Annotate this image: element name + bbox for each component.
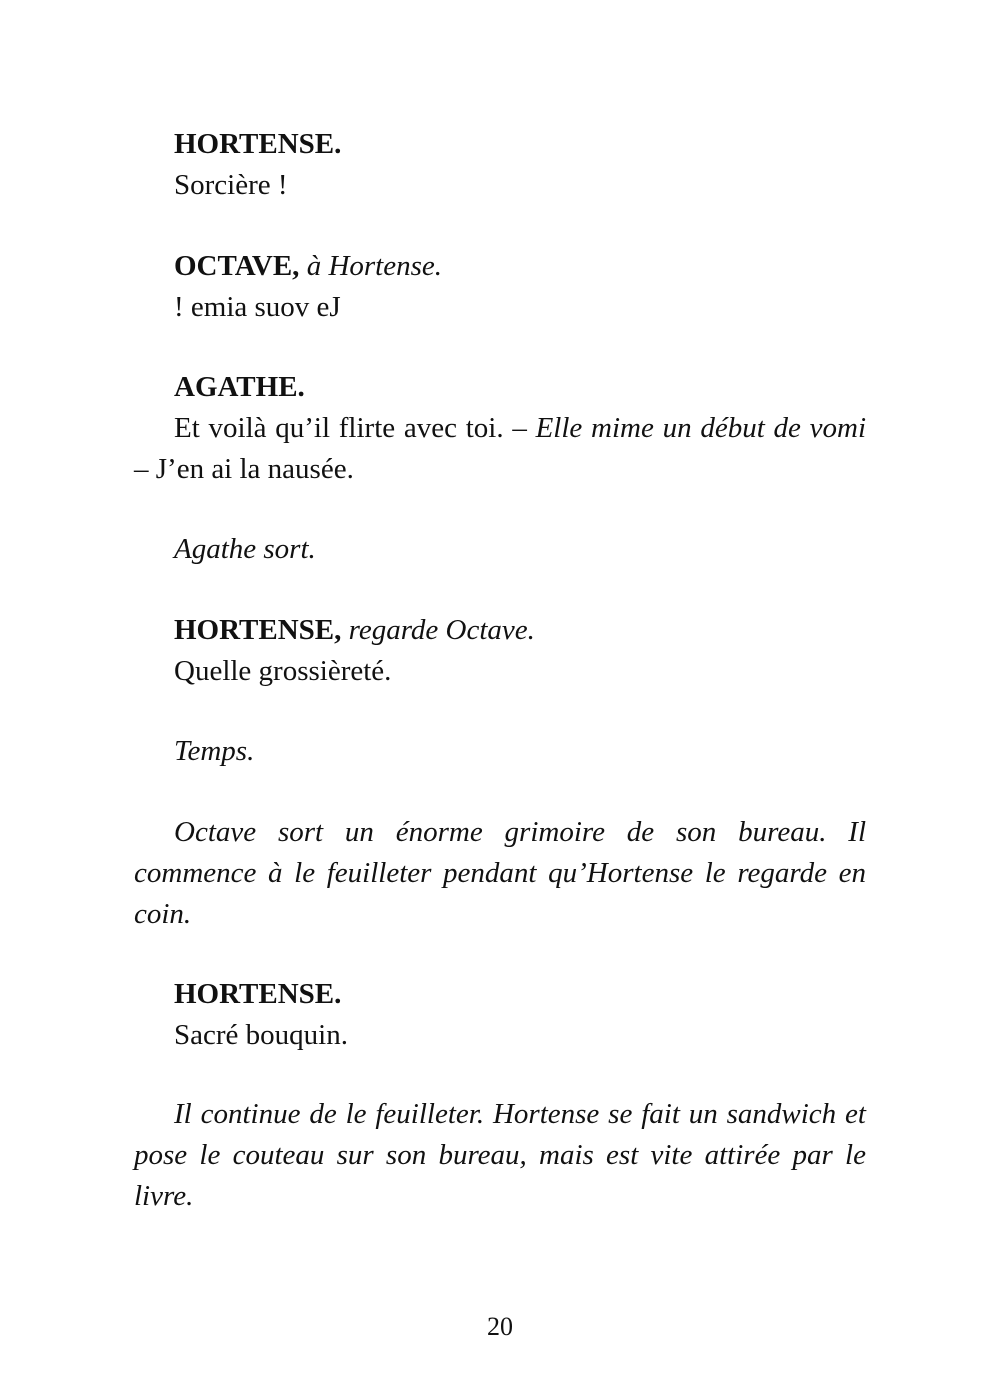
stage-direction-inline: à Hortense. bbox=[306, 250, 443, 282]
stage-direction bbox=[134, 529, 866, 570]
stage-direction-text: Agathe sort. bbox=[174, 533, 316, 565]
speaker-name: OCTAVE, bbox=[174, 250, 300, 282]
dialogue-line bbox=[134, 1015, 866, 1056]
speaker-hortense-2 bbox=[134, 610, 866, 651]
speaker-name: HORTENSE. bbox=[174, 128, 342, 160]
stage-direction-text: Temps. bbox=[174, 735, 255, 767]
dialogue-text: – J’en ai la nausée. bbox=[134, 453, 354, 485]
speaker-agathe bbox=[134, 367, 866, 408]
stage-direction-text: Octave sort un énorme grimoire de son bureau. Il commence à le feuilleter pendant qu’Hortense le regarde en coin. bbox=[134, 816, 866, 930]
dialogue-text: Et voilà qu’il flirte avec toi. – bbox=[174, 412, 527, 444]
speaker-name: HORTENSE, bbox=[174, 614, 342, 646]
dialogue-text: Sorcière ! bbox=[174, 169, 288, 201]
dialogue-text: ! emia suov eJ bbox=[174, 291, 341, 323]
speaker-octave bbox=[134, 246, 866, 287]
page-number: 20 bbox=[487, 1312, 513, 1341]
stage-direction-text: Il continue de le feuilleter. Hortense se fait un sandwich et pose le couteau sur son bureau, mais est vite attirée par le livre. bbox=[134, 1098, 866, 1212]
dialogue-line bbox=[134, 165, 866, 206]
stage-direction bbox=[134, 731, 866, 772]
dialogue-text: Sacré bouquin. bbox=[174, 1019, 348, 1051]
speaker-hortense-3 bbox=[134, 974, 866, 1015]
dialogue-paragraph bbox=[134, 408, 866, 490]
speaker-hortense-1 bbox=[134, 124, 866, 165]
speaker-name: HORTENSE. bbox=[174, 978, 342, 1010]
dialogue-text: Quelle grossièreté. bbox=[174, 655, 392, 687]
stage-direction-inline: Elle mime un début de vomi bbox=[535, 412, 867, 444]
dialogue-line bbox=[134, 651, 866, 692]
stage-direction-inline: regarde Octave. bbox=[348, 614, 535, 646]
stage-direction-paragraph bbox=[134, 812, 866, 935]
stage-direction-paragraph bbox=[134, 1094, 866, 1217]
dialogue-line bbox=[134, 287, 866, 328]
speaker-name: AGATHE. bbox=[174, 371, 305, 403]
